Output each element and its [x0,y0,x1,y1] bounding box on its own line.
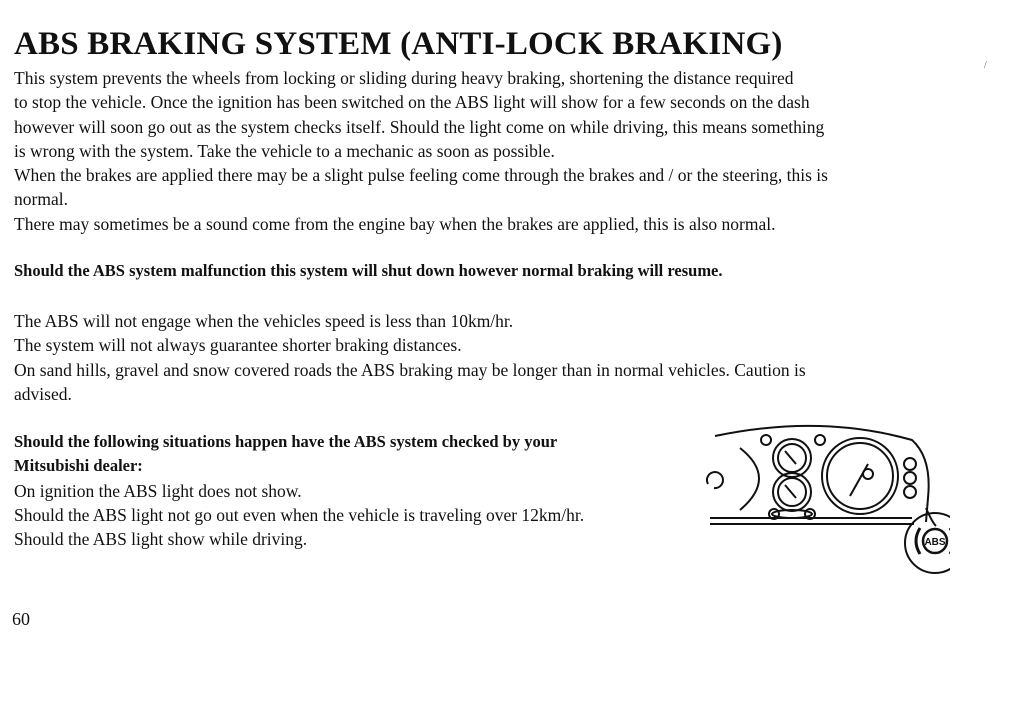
text-line: advised. [14,383,72,404]
text-line: The system will not always guarantee shorter braking distances. [14,335,462,356]
sound-paragraph [14,212,776,236]
instrument-cluster-illustration [700,418,950,578]
check-section [14,430,584,551]
text-line: When the brakes are applied there may be a slight pulse feeling come through the brakes and / or the steering, this is [14,165,828,185]
text-line: On sand hills, gravel and snow covered roads the ABS braking may be longer than in normal vehicles. Caution is [14,359,806,380]
page-number: 60 [12,609,30,629]
malfunction-notice [14,259,723,283]
intro-paragraph [14,66,824,163]
page-title: ABS BRAKING SYSTEM (ANTI-LOCK BRAKING) [14,26,783,62]
limitations-paragraph [14,309,806,406]
text-line: normal. [14,189,68,210]
check-item: Should the ABS light not go out even when the vehicle is traveling over 12km/hr. [14,504,585,525]
check-item: Should the ABS light show while driving. [14,529,308,550]
text-line: This system prevents the wheels from locking or sliding during heavy braking, shortening the distance required [14,68,794,88]
text-line: however will soon go out as the system checks itself. Should the light come on while driving, this means something [14,116,825,137]
abs-warning-icon [916,528,950,554]
check-heading: Mitsubishi dealer: [14,456,143,476]
text-line: Should the ABS system malfunction this system will shut down however normal braking will resume. [14,261,723,280]
text-line: The ABS will not engage when the vehicles speed is less than 10km/hr. [14,311,514,331]
abs-indicator-label: ABS [924,537,946,548]
check-heading: Should the following situations happen have the ABS system checked by your [14,432,558,451]
text-line: There may sometimes be a sound come from the engine bay when the brakes are applied, this is also normal. [14,214,776,234]
stray-mark: / [984,60,987,71]
check-item: On ignition the ABS light does not show. [14,480,302,501]
pulse-paragraph [14,163,828,212]
text-line: is wrong with the system. Take the vehicle to a mechanic as soon as possible. [14,140,555,161]
text-line: to stop the vehicle. Once the ignition has been switched on the ABS light will show for a few seconds on the dash [14,92,810,113]
